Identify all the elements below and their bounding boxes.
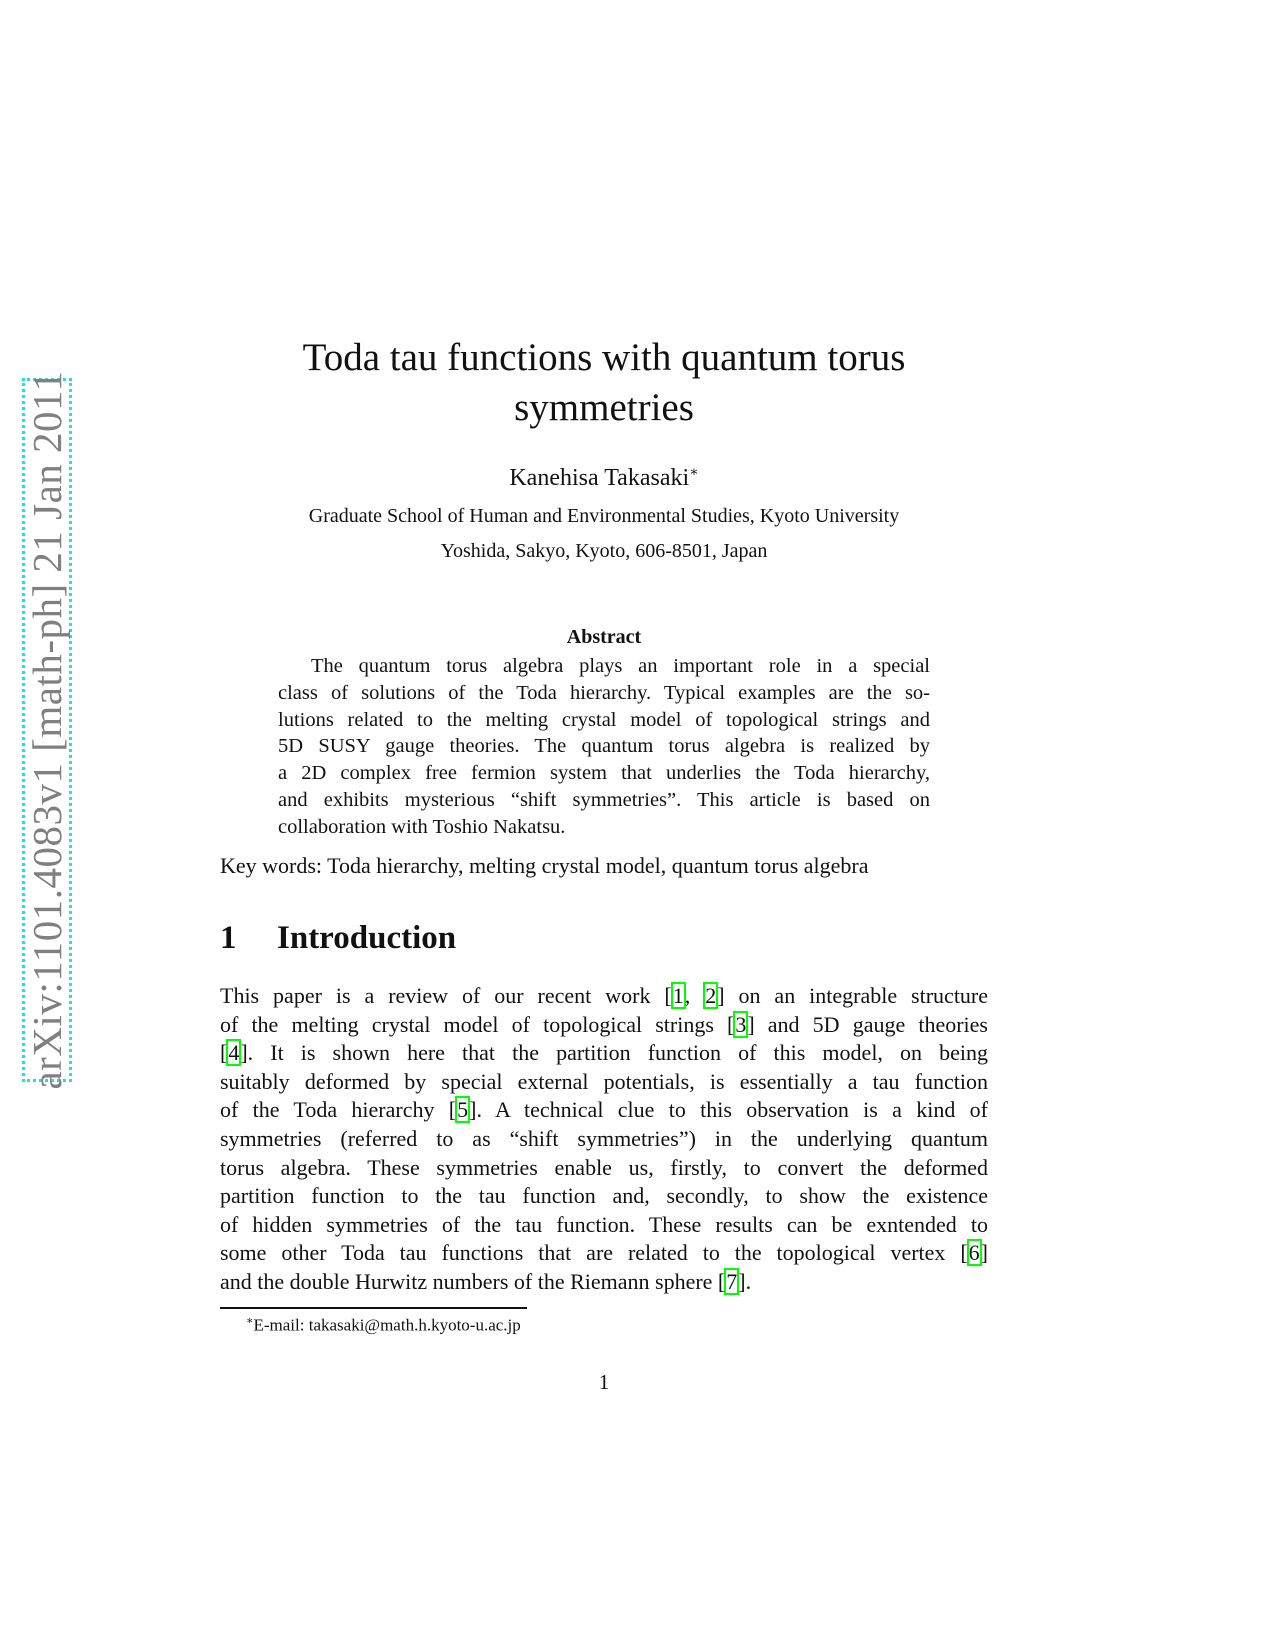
text: and the double Hurwitz numbers of the Riemann sphere [	[220, 1268, 726, 1294]
affiliation-line-1: Graduate School of Human and Environmental Studies, Kyoto University	[308, 505, 900, 527]
citation-link[interactable]: 1	[672, 983, 684, 1008]
citation-link[interactable]: 5	[457, 1097, 469, 1123]
abstract-line: collaboration with Toshio Nakatsu.	[278, 815, 566, 838]
author	[220, 464, 988, 492]
section-title: Introduction	[277, 920, 457, 956]
introduction-body	[220, 982, 988, 1297]
intro-line: symmetries (referred to as “shift symmetries”) in the underlying quantum	[220, 1125, 988, 1151]
author-name: Kanehisa Takasaki	[509, 465, 690, 491]
text: ].	[738, 1268, 752, 1294]
arxiv-stamp	[22, 370, 72, 1090]
footnote-rule	[220, 1307, 527, 1309]
footnote-email: E-mail: takasaki@math.h.kyoto-u.ac.jp	[253, 1315, 521, 1335]
arxiv-identifier: arXiv:1101.4083v1 [math-ph] 21 Jan 2011	[24, 370, 70, 1090]
text: ,	[684, 983, 705, 1008]
citation-link[interactable]: 3	[735, 1011, 747, 1037]
abstract-line: lutions related to the melting crystal model of topological strings and	[278, 708, 930, 731]
abstract-line: 5D SUSY gauge theories. The quantum torus algebra is realized by	[278, 735, 930, 758]
text: [	[220, 1040, 228, 1066]
page-number: 1	[598, 1370, 610, 1394]
intro-line: partition function to the tau function and, secondly, to show the existence	[220, 1183, 988, 1209]
footnote	[246, 1314, 521, 1336]
citation-link[interactable]: 6	[968, 1240, 980, 1266]
intro-line	[220, 1096, 988, 1125]
intro-line	[220, 1011, 988, 1040]
text: ] and 5D gauge theories	[747, 1011, 988, 1037]
text: of the Toda hierarchy [	[220, 1097, 457, 1123]
section-heading	[220, 920, 456, 957]
intro-line	[220, 1268, 988, 1297]
affiliation-line-2: Yoshida, Sakyo, Kyoto, 606-8501, Japan	[440, 540, 768, 562]
citation-link[interactable]: 2	[705, 983, 717, 1008]
abstract-line: and exhibits mysterious “shift symmetries”. This article is based on	[278, 788, 930, 811]
text: some other Toda tau functions that are related to the topological vertex [	[220, 1240, 968, 1266]
intro-line: suitably deformed by special external potentials, is essentially a tau function	[220, 1068, 988, 1094]
text: ]. A technical clue to this observation is a kind of	[469, 1097, 989, 1123]
text: ]. It is shown here that the partition function of this model, on being	[240, 1040, 988, 1066]
author-footnote-mark[interactable]: ∗	[689, 465, 699, 480]
paper-title	[220, 333, 988, 433]
citation-link[interactable]: 7	[726, 1268, 738, 1294]
intro-line: torus algebra. These symmetries enable us, firstly, to convert the deformed	[220, 1154, 988, 1180]
citation-link[interactable]: 4	[228, 1040, 240, 1066]
section-number: 1	[220, 920, 237, 956]
title-line-2: symmetries	[514, 386, 694, 429]
intro-line	[220, 1239, 988, 1268]
intro-line: of hidden symmetries of the tau function. These results can be exntended to	[220, 1211, 988, 1237]
intro-line	[220, 982, 988, 1011]
text: ] on an integrable structure	[717, 983, 989, 1008]
intro-line	[220, 1039, 988, 1068]
text: This paper is a review of our recent work [	[220, 983, 672, 1008]
abstract-body	[278, 653, 930, 841]
text: of the melting crystal model of topological strings [	[220, 1011, 735, 1037]
abstract-line: The quantum torus algebra plays an important role in a special	[311, 655, 930, 677]
abstract-heading: Abstract	[566, 626, 642, 648]
title-line-1: Toda tau functions with quantum torus	[302, 336, 906, 379]
keywords: Key words: Toda hierarchy, melting crystal model, quantum torus algebra	[220, 853, 869, 878]
text: ]	[980, 1240, 988, 1266]
abstract-line: class of solutions of the Toda hierarchy. Typical examples are the so-	[278, 681, 930, 704]
footnote-mark: ∗	[246, 1315, 254, 1327]
abstract-line: a 2D complex free fermion system that underlies the Toda hierarchy,	[278, 762, 930, 785]
